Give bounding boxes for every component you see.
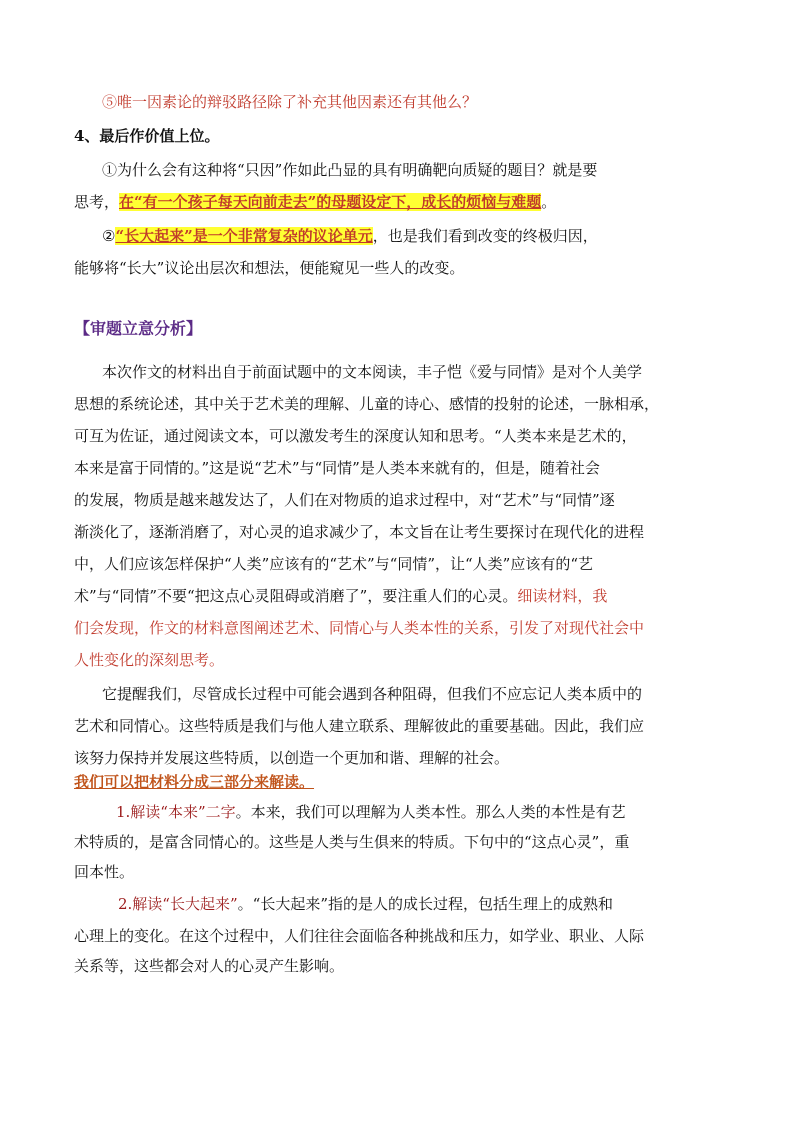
analysis-line-6: 渐淡化了，逐渐消磨了，对心灵的追求减少了，本文旨在让考生要探讨在现代化的进程 [74,523,645,541]
analysis-line-4: 本来是富于同情的。”这是说“艺术”与“同情”是人类本来就有的，但是，随着社会 [74,459,600,477]
analysis-line-5: 的发展，物质是越来越发达了，人们在对物质的追求过程中，对“艺术”与“同情”逐 [74,491,615,509]
paragraph-1-suffix: 。 [541,193,557,211]
paragraph-2-line-2: 能够将“长大”议论出层次和想法，便能窥见一些人的改变。 [74,259,465,277]
item-2-line-1 [118,892,613,916]
paragraph-1-prefix: 思考， [74,193,120,211]
item-2-text: 。“长大起来”指的是人的成长过程，包括生理上的成熟和 [237,895,613,913]
item-1-text: 。本来，我们可以理解为人类本性。那么人类的本性是有艺 [235,803,626,821]
item-1-line-2: 术特质的，是富含同情心的。这些是人类与生俱来的特质。下句中的“这点心灵”，重 [74,833,630,851]
paragraph-2-prefix: ② [102,227,116,245]
analysis-line-8-text: 术”与“同情”不要“把这点心灵阻碍或消磨了”，要注重人们的心灵。 [74,587,518,605]
section-title: 【审题立意分析】 [74,319,203,338]
item-1-line-1 [116,800,626,824]
analysis-line-3: 可互为佐证，通过阅读文本，可以激发考生的深度认知和思考。“人类本来是艺术的， [74,427,637,445]
paragraph-2-suffix: ，也是我们看到改变的终极归因， [372,227,598,245]
item-2-line-2: 心理上的变化。在这个过程中，人们往往会面临各种挑战和压力，如学业、职业、人际 [74,927,645,945]
highlight-growing-up: “长大起来”是一个非常复杂的议论单元 [115,227,373,245]
analysis-red-line-1: 们会发现，作文的材料意图阐述艺术、同情心与人类本性的关系，引发了对现代社会中 [74,619,645,637]
analysis-red-start: 细读材料，我 [517,587,608,605]
analysis-line-2: 思想的系统论述，其中关于艺术美的理解、儿童的诗心、感情的投射的论述，一脉相承， [74,395,660,413]
item-2-line-3: 关系等，这些都会对人的心灵产生影响。 [74,957,345,975]
three-parts-heading: 我们可以把材料分成三部分来解读。 [74,773,315,791]
item-2-label: 2.解读“长大起来” [118,895,238,913]
reminder-line-3: 该努力保持并发展这些特质，以创造一个更加和谐、理解的社会。 [74,749,510,767]
paragraph-1-line-2 [74,190,556,214]
item-1-label: 1.解读“本来”二字 [116,803,236,821]
reminder-line-1: 它提醒我们，尽管成长过程中可能会遇到各种阻碍，但我们不应忘记人类本质中的 [102,685,643,703]
analysis-red-line-2: 人性变化的深刻思考。 [74,651,225,669]
analysis-line-7: 中，人们应该怎样保护“人类”应该有的“艺术”与“同情”，让“人类”应该有的“艺 [74,555,594,573]
heading-4: 4、最后作价值上位。 [74,127,220,145]
reminder-line-2: 艺术和同情心。这些特质是我们与他人建立联系、理解彼此的重要基础。因此，我们应 [74,717,645,735]
paragraph-1-line-1: ①为什么会有这种将“只因”作如此凸显的具有明确靶向质疑的题目？就是要 [102,161,598,179]
point-5: ⑤唯一因素论的辩驳路径除了补充其他因素还有其他么？ [102,93,478,111]
analysis-line-8 [74,584,607,608]
paragraph-2-line-1 [102,224,598,248]
highlight-theme: 在“有一个孩子每天向前走去”的母题设定下，成长的烦恼与难题 [119,193,542,211]
item-1-line-3: 回本性。 [74,863,135,881]
analysis-line-1: 本次作文的材料出自于前面试题中的文本阅读，丰子恺《爱与同情》是对个人美学 [102,363,643,381]
